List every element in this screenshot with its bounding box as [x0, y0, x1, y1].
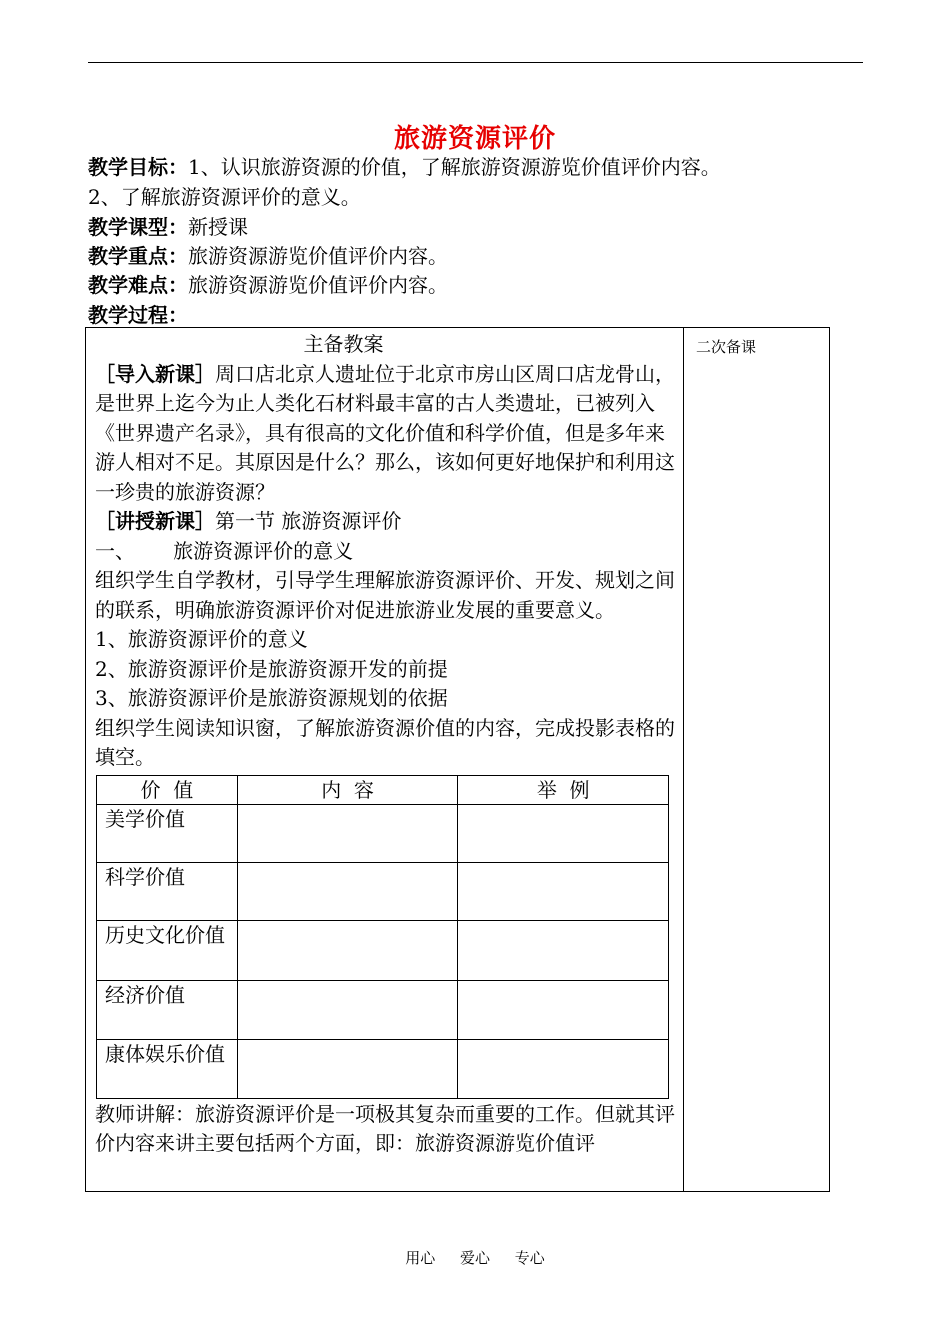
paragraph-2: 组织学生阅读知识窗，了解旅游资源价值的内容，完成投影表格的填空。	[95, 715, 675, 769]
list-item-3: 3、旅游资源评价是旅游资源规划的依据	[95, 686, 448, 710]
row-label: 美学价值	[97, 804, 238, 862]
table-cell	[458, 1039, 669, 1098]
key-line: 教学重点：旅游资源游览价值评价内容。	[88, 244, 448, 268]
key-value: 旅游资源游览价值评价内容。	[188, 244, 448, 268]
table-cell	[237, 980, 458, 1039]
process-line	[88, 300, 868, 330]
difficult-label: 教学难点	[88, 273, 168, 297]
row-label: 经济价值	[97, 980, 238, 1039]
key-label: 教学重点	[88, 244, 168, 268]
table-row	[97, 980, 669, 1039]
table-cell	[458, 804, 669, 862]
page-footer: 用心 爱心 专心	[405, 1249, 545, 1267]
intro-paragraph	[95, 360, 677, 508]
table-cell	[237, 862, 458, 920]
lecture-line	[95, 507, 677, 537]
header-content: 内 容	[237, 775, 458, 804]
main-lesson-column	[95, 330, 677, 1159]
lecture-text: 第一节 旅游资源评价	[215, 509, 402, 533]
difficult-value: 旅游资源游览价值评价内容。	[188, 273, 448, 297]
table-row	[97, 920, 669, 980]
list-item-2: 2、旅游资源评价是旅游资源开发的前提	[95, 656, 448, 681]
objective-1: 1、认识旅游资源的价值，了解旅游资源游览价值评价内容。	[188, 155, 721, 179]
row-label: 科学价值	[97, 862, 238, 920]
intro-text: 周口店北京人遗址位于北京市房山区周口店龙骨山，是世界上迄今为止人类化石材料最丰富的古人类遗址，已被列入《世界遗产名录》，具有很高的文化价值和科学价值，但是多年来游人相对不足。其原因是什么？那么，该如何更好地保护和利用这一珍贵的旅游资源？	[95, 361, 675, 504]
table-header-row	[97, 775, 669, 804]
list-item-1: 1、旅游资源评价的意义	[95, 627, 308, 651]
page-title: 旅游资源评价	[393, 124, 556, 154]
section-heading: 一、 旅游资源评价的意义	[95, 538, 354, 563]
column-divider	[683, 327, 684, 1192]
table-cell	[237, 920, 458, 980]
value-table	[96, 775, 669, 1099]
type-label: 教学课型	[88, 215, 168, 239]
paragraph-3: 教师讲解：旅游资源评价是一项极其复杂而重要的工作。但就其评价内容来讲主要包括两个方面，即：旅游资源游览价值评	[95, 1101, 675, 1155]
table-row	[97, 862, 669, 920]
table-cell	[458, 920, 669, 980]
intro-label: ［导入新课］	[95, 361, 215, 386]
paragraph-1: 组织学生自学教材，引导学生理解旅游资源评价、开发、规划之间的联系，明确旅游资源评价对促进旅游业发展的重要意义。	[95, 568, 675, 622]
table-row	[97, 1039, 669, 1098]
table-cell	[237, 804, 458, 862]
header-rule	[88, 62, 863, 63]
lecture-label: ［讲授新课］	[95, 509, 215, 533]
type-value: 新授课	[188, 215, 248, 239]
table-cell	[458, 980, 669, 1039]
secondary-prep-heading: 二次备课	[696, 338, 757, 356]
header-example: 举 例	[458, 775, 669, 804]
objective-label: 教学目标	[88, 155, 168, 179]
header-value: 价 值	[97, 775, 238, 804]
table-cell	[458, 862, 669, 920]
table-row	[97, 804, 669, 862]
type-line: 教学课型：新授课	[88, 215, 248, 239]
main-column-heading: 主备教案	[303, 332, 384, 356]
row-label: 康体娱乐价值	[97, 1039, 238, 1098]
objective-line: 教学目标：1、认识旅游资源的价值，了解旅游资源游览价值评价内容。	[88, 155, 721, 179]
table-cell	[237, 1039, 458, 1098]
objective-2: 2、了解旅游资源评价的意义。	[88, 185, 361, 209]
row-label: 历史文化价值	[97, 920, 238, 980]
process-label: 教学过程：	[88, 303, 188, 327]
difficult-line: 教学难点：旅游资源游览价值评价内容。	[88, 273, 448, 297]
